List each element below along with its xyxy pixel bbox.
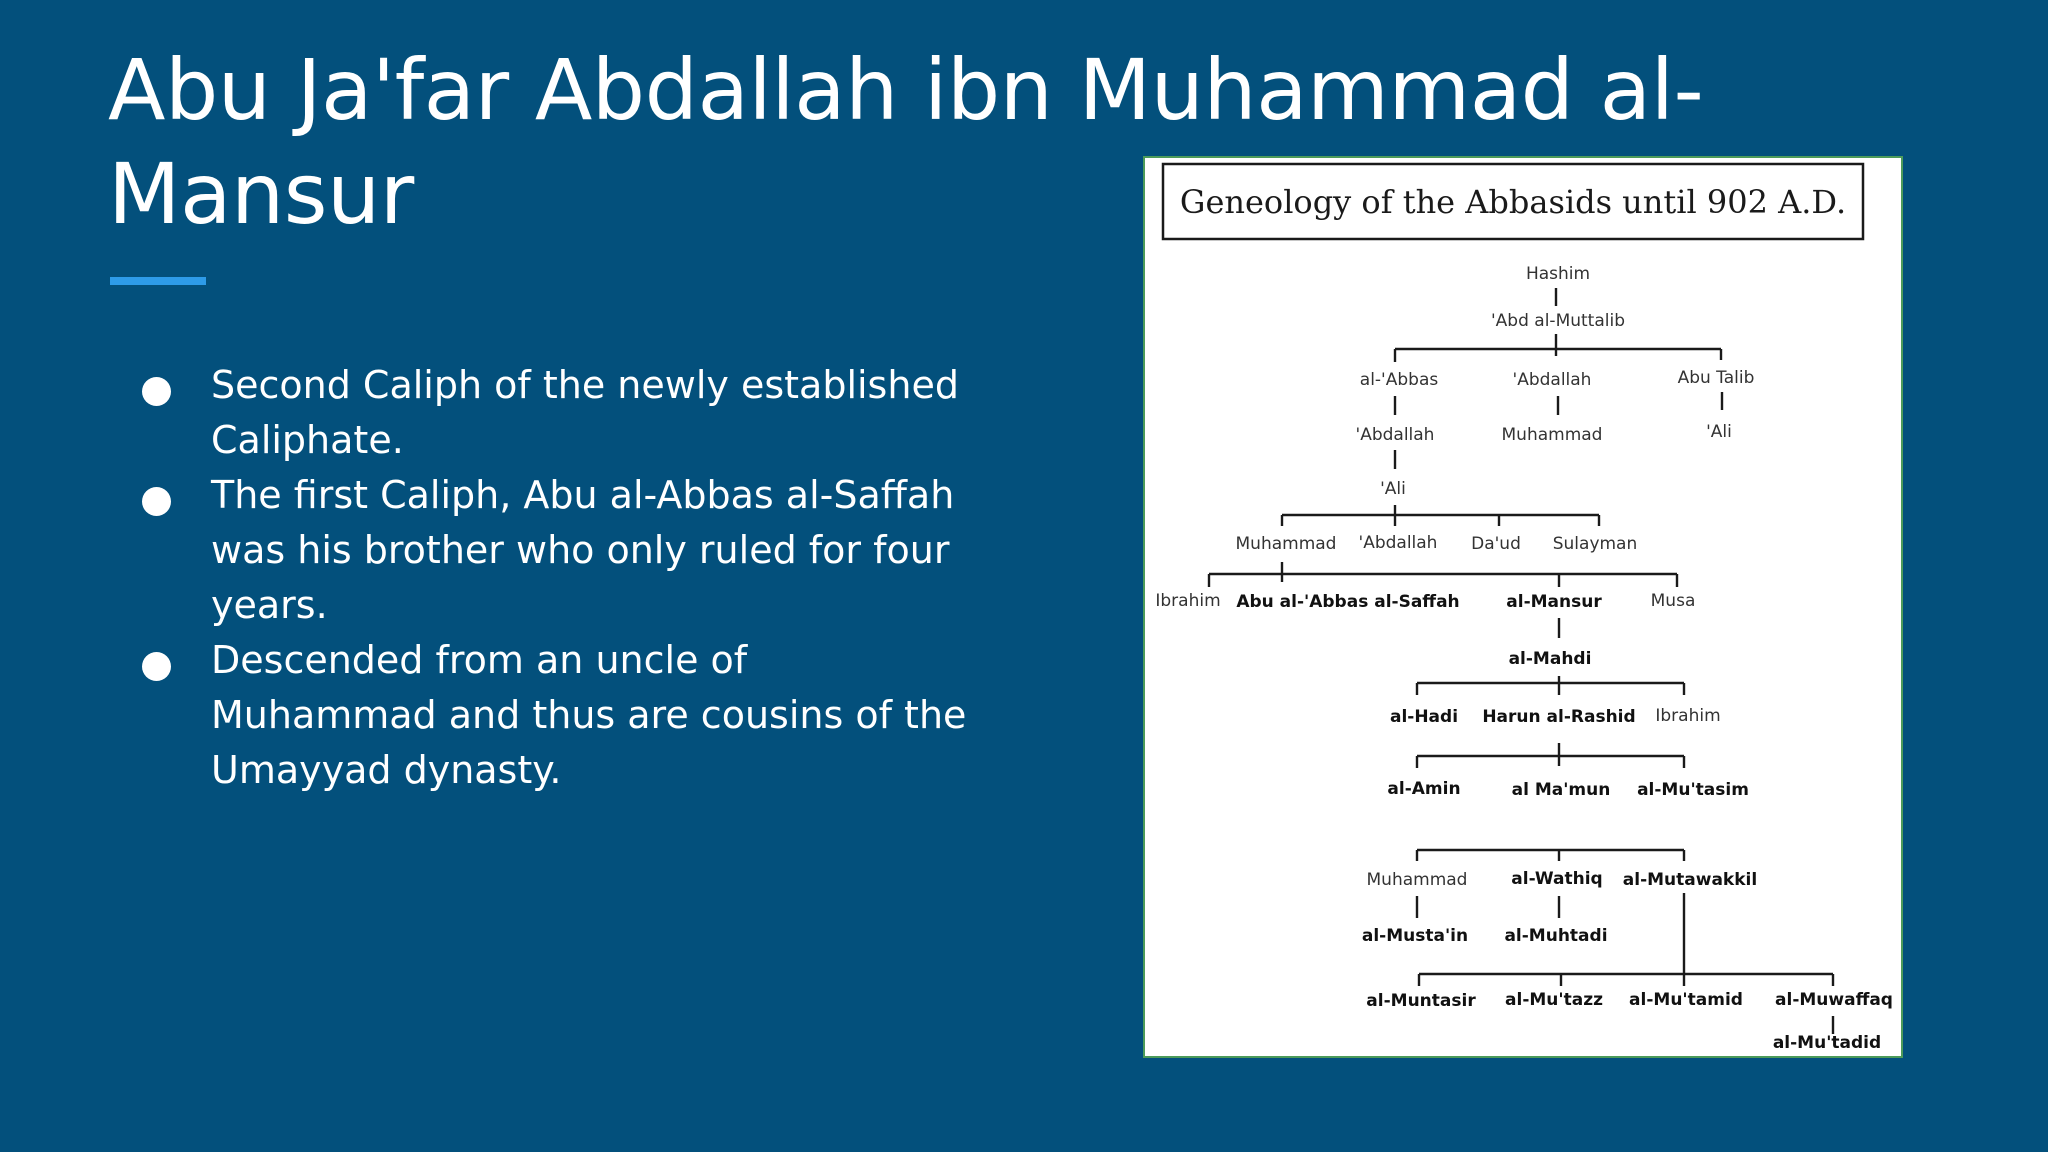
bullet-list <box>141 358 1001 798</box>
node-hashim: Hashim <box>1525 264 1591 284</box>
node-al-muhtadi: al-Muhtadi <box>1504 926 1608 946</box>
node-al-mansur: al-Mansur <box>1506 592 1602 612</box>
bullet-1-line-1: Second Caliph of the newly established <box>211 363 959 407</box>
node-al-mustain: al-Musta'in <box>1361 926 1469 946</box>
node-abd-al-muttalib: 'Abd al-Muttalib <box>1491 311 1625 331</box>
bullet-item-3 <box>141 633 1001 798</box>
bullet-1-line-2: Caliphate. <box>211 418 404 462</box>
node-al-mahdi: al-Mahdi <box>1508 649 1592 669</box>
node-al-hadi: al-Hadi <box>1389 707 1459 727</box>
genealogy-figure <box>1143 156 1903 1058</box>
node-al-mutasim: al-Mu'tasim <box>1637 780 1749 800</box>
node-ibrahim-1: Ibrahim <box>1155 591 1221 611</box>
bullet-2-line-3: years. <box>211 583 328 627</box>
bullet-item-1 <box>141 358 1001 468</box>
bullet-3-line-2: Muhammad and thus are cousins of the <box>211 693 967 737</box>
bullet-2-line-1: The first Caliph, Abu al-Abbas al-Saffah <box>211 473 955 517</box>
node-harun-al-rashid: Harun al-Rashid <box>1482 707 1636 727</box>
genealogy-title: Geneology of the Abbasids until 902 A.D. <box>1179 183 1847 221</box>
node-abu-al-abbas-al-saffah: Abu al-'Abbas al-Saffah <box>1236 592 1460 612</box>
node-al-mutamid: al-Mu'tamid <box>1629 990 1743 1010</box>
node-al-mamun: al Ma'mun <box>1511 780 1611 800</box>
node-muhammad-3: Muhammad <box>1366 870 1468 890</box>
node-al-mutadid: al-Mu'tadid <box>1772 1033 1882 1053</box>
node-al-muwaffaq: al-Muwaffaq <box>1775 990 1893 1010</box>
node-abdallah-2: 'Abdallah <box>1355 425 1435 445</box>
title-accent-bar <box>110 277 206 285</box>
node-ibrahim-2: Ibrahim <box>1655 706 1721 726</box>
node-abdallah-1: 'Abdallah <box>1512 370 1592 390</box>
bullet-item-2 <box>141 468 1001 633</box>
bullet-dot-icon <box>142 377 171 406</box>
node-al-wathiq: al-Wathiq <box>1511 869 1603 889</box>
node-muhammad-2: Muhammad <box>1235 534 1337 554</box>
node-abdallah-3: 'Abdallah <box>1358 533 1438 553</box>
node-al-muntasir: al-Muntasir <box>1366 991 1476 1011</box>
bullet-dot-icon <box>142 487 171 516</box>
node-ali-1: 'Ali <box>1706 422 1732 442</box>
bullet-3-line-1: Descended from an uncle of <box>211 638 748 682</box>
node-musa: Musa <box>1650 591 1696 611</box>
node-daud: Da'ud <box>1471 534 1521 554</box>
node-abu-talib: Abu Talib <box>1677 368 1755 388</box>
node-al-mutazz: al-Mu'tazz <box>1505 990 1603 1010</box>
bullet-3-line-3: Umayyad dynasty. <box>211 748 562 792</box>
node-muhammad-1: Muhammad <box>1501 425 1603 445</box>
node-sulayman: Sulayman <box>1552 534 1638 554</box>
slide-title-line-1: Abu Ja'far Abdallah ibn Muhammad al- <box>108 41 1704 139</box>
slide-title-line-2: Mansur <box>108 145 414 243</box>
bullet-2-line-2: was his brother who only ruled for four <box>211 528 950 572</box>
node-al-amin: al-Amin <box>1387 779 1461 799</box>
node-ali-2: 'Ali <box>1380 479 1406 499</box>
bullet-dot-icon <box>142 652 171 681</box>
node-al-abbas: al-'Abbas <box>1359 370 1439 390</box>
genealogy-diagram <box>1145 158 1901 1056</box>
node-al-mutawakkil: al-Mutawakkil <box>1622 870 1758 890</box>
